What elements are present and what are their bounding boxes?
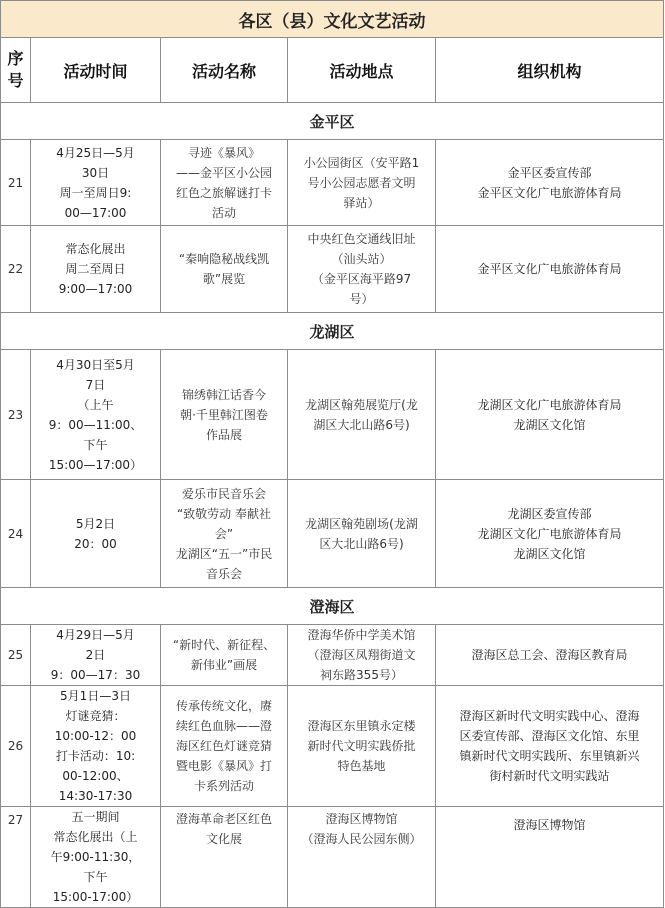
organizer-line: 金平区文化广电旅游体育局 xyxy=(477,185,622,200)
activity-location xyxy=(288,625,436,686)
time-line: 5月2日 xyxy=(75,516,116,531)
time-line: 午9:00-11:30， xyxy=(50,850,141,864)
organizer-line: 街村新时代文明实践站 xyxy=(489,769,610,783)
location-line: （澄海人民公园东侧） xyxy=(301,832,422,846)
table-row xyxy=(1,226,664,313)
activity-name xyxy=(161,226,288,313)
location-line: 澄海华侨中学美术馆 xyxy=(307,628,416,642)
time-line: 9：00—17：30 xyxy=(50,668,141,682)
activity-organizer xyxy=(436,807,664,908)
row-number: 26 xyxy=(1,686,31,807)
time-line: 2日 xyxy=(85,648,106,662)
name-line: “致敬劳动 奉献社 xyxy=(176,506,272,521)
activity-name xyxy=(161,686,288,807)
name-line: 音乐会 xyxy=(205,566,242,581)
name-line: 澄海革命老区红色 xyxy=(175,812,272,826)
activity-location xyxy=(288,350,436,480)
location-line: 澄海区东里镇永定楼 xyxy=(307,719,416,733)
row-number: 24 xyxy=(1,480,31,588)
header-organizer: 组织机构 xyxy=(436,38,664,103)
activity-name xyxy=(161,625,288,686)
name-line: 寻迹《暴风》 xyxy=(187,145,260,160)
name-line: 文化展 xyxy=(205,832,242,846)
time-line: 下午 xyxy=(83,870,108,884)
name-line: 爱乐市民音乐会 xyxy=(181,486,266,501)
organizer-line: 区委宣传部、澄海区文化馆、东里 xyxy=(459,729,640,743)
name-line: 新伟业”画展 xyxy=(190,658,258,672)
time-line: 打卡活动：10: xyxy=(55,749,136,763)
activity-time xyxy=(31,480,161,588)
time-line: 00-12:00、 xyxy=(62,769,129,783)
row-number: 25 xyxy=(1,625,31,686)
time-line: 5月1日—3日 xyxy=(60,689,131,703)
organizer-line: 龙湖区文化广电旅游体育局 xyxy=(477,526,622,541)
table-title: 各区（县）文化文艺活动 xyxy=(1,1,664,38)
activity-location xyxy=(288,480,436,588)
header-seq xyxy=(1,38,31,103)
name-line: 传承传统文化，赓 xyxy=(175,699,272,713)
table-row xyxy=(1,625,664,686)
activity-location xyxy=(288,686,436,807)
table-row xyxy=(1,140,664,226)
district-chenghai: 澄海区 xyxy=(1,588,664,625)
time-line: 9:00—17:00 xyxy=(58,282,133,296)
location-line: （汕头站） xyxy=(331,252,392,266)
activity-organizer xyxy=(436,140,664,226)
activity-name xyxy=(161,350,288,480)
time-line: 周一至周日9: xyxy=(59,185,132,200)
name-line: 暨电影《暴风》打 xyxy=(175,759,272,773)
organizer-line: 龙湖区文化馆 xyxy=(513,417,586,432)
time-line: 五一期间 xyxy=(71,810,120,824)
header-name: 活动名称 xyxy=(161,38,288,103)
location-line: 湖区大北山路6号) xyxy=(313,417,410,432)
activity-location xyxy=(288,226,436,313)
location-line: 新时代文明实践侨批 xyxy=(307,739,416,753)
activity-organizer xyxy=(436,226,664,313)
row-number: 27 xyxy=(1,807,31,908)
location-line: 祠东路355号） xyxy=(320,668,403,682)
name-line: “秦响隐秘战线凯 xyxy=(178,252,270,266)
name-line: “新时代、新征程、 xyxy=(172,638,276,652)
activity-organizer xyxy=(436,686,664,807)
activity-organizer xyxy=(436,350,664,480)
organizer-line: 澄海区新时代文明实践中心、澄海 xyxy=(459,709,640,723)
time-line: 4月29日—5月 xyxy=(56,628,135,642)
time-line: 常态化展出（上 xyxy=(53,830,138,844)
location-line: 号小公园志愿者文明 xyxy=(307,175,416,190)
header-seq-text: 序号 xyxy=(7,49,24,90)
time-line: 周二至周日 xyxy=(65,262,126,276)
name-line: 作品展 xyxy=(205,427,242,442)
name-line: 卡系列活动 xyxy=(193,779,254,793)
organizer-line: 龙湖区文化馆 xyxy=(513,546,586,561)
row-number: 23 xyxy=(1,350,31,480)
activity-time xyxy=(31,350,161,480)
location-line: （澄海区凤翔街道文 xyxy=(307,648,416,662)
time-line: 7日 xyxy=(85,377,106,392)
header-location: 活动地点 xyxy=(288,38,436,103)
activity-organizer xyxy=(436,480,664,588)
organizer-line: 龙湖区委宣传部 xyxy=(507,506,592,521)
time-line: 15:00-17:00） xyxy=(52,890,139,904)
activity-time xyxy=(31,226,161,313)
location-line: 龙湖区翰苑剧场(龙湖 xyxy=(305,516,418,531)
table-row xyxy=(1,807,664,908)
name-line: 活动 xyxy=(211,205,236,220)
location-line: 区大北山路6号) xyxy=(319,536,404,551)
district-longhu: 龙湖区 xyxy=(1,313,664,350)
location-line: 号） xyxy=(349,292,374,306)
name-line: 会” xyxy=(214,526,234,541)
name-line: 龙湖区“五一”市民 xyxy=(175,546,273,561)
table-row xyxy=(1,350,664,480)
organizer-line: 金平区文化广电旅游体育局 xyxy=(477,262,622,276)
row-number: 21 xyxy=(1,140,31,226)
time-line: 15:00—17:00） xyxy=(48,457,143,472)
activity-name xyxy=(161,480,288,588)
name-line: 续红色血脉——澄 xyxy=(175,719,272,733)
time-line: 4月25日—5月 xyxy=(56,145,135,160)
time-line: 9：00—11:00、 xyxy=(48,417,143,432)
activity-location xyxy=(288,807,436,908)
time-line: 10:00-12：00 xyxy=(54,729,137,743)
location-line: 澄海区博物馆 xyxy=(325,812,398,826)
name-line: 海区红色灯谜竞猜 xyxy=(175,739,272,753)
activity-organizer xyxy=(436,625,664,686)
name-line: ——金平区小公园 xyxy=(175,165,272,180)
time-line: 30日 xyxy=(81,165,110,180)
time-line: 常态化展出 xyxy=(65,242,126,256)
activity-name xyxy=(161,140,288,226)
activity-name xyxy=(161,807,288,908)
header-time: 活动时间 xyxy=(31,38,161,103)
activity-time xyxy=(31,686,161,807)
location-line: （金平区海平路97 xyxy=(311,272,412,286)
time-line: 14:30-17:30 xyxy=(58,789,133,803)
activity-time xyxy=(31,140,161,226)
organizer-line: 金平区委宣传部 xyxy=(507,165,592,180)
table-row xyxy=(1,686,664,807)
activity-location xyxy=(288,140,436,226)
name-line: 歌”展览 xyxy=(202,272,246,286)
time-line: 00—17:00 xyxy=(64,205,127,220)
location-line: 特色基地 xyxy=(337,759,386,773)
organizer-line: 澄海区总工会、澄海区教育局 xyxy=(471,648,628,662)
time-line: 20：00 xyxy=(74,536,117,551)
time-line: 灯谜竞猜： xyxy=(65,709,126,723)
name-line: 朝·千里韩江图卷 xyxy=(180,407,268,422)
table-row xyxy=(1,480,664,588)
organizer-line: 澄海区博物馆 xyxy=(513,818,586,832)
time-line: 下午 xyxy=(83,437,108,452)
activity-time xyxy=(31,807,161,908)
organizer-line: 龙湖区文化广电旅游体育局 xyxy=(477,397,622,412)
location-line: 龙湖区翰苑展览厅(龙 xyxy=(305,397,418,412)
time-line: （上午 xyxy=(77,397,114,412)
district-jinping: 金平区 xyxy=(1,103,664,140)
organizer-line: 镇新时代文明实践所、东里镇新兴 xyxy=(459,749,640,763)
location-line: 驿站） xyxy=(343,195,380,210)
name-line: 红色之旅解谜打卡 xyxy=(175,185,272,200)
location-line: 中央红色交通线旧址 xyxy=(307,232,416,246)
activity-time xyxy=(31,625,161,686)
row-number: 22 xyxy=(1,226,31,313)
location-line: 小公园街区（安平路1 xyxy=(303,155,420,170)
time-line: 4月30日至5月 xyxy=(56,357,135,372)
name-line: 锦绣韩江话香今 xyxy=(181,387,266,402)
